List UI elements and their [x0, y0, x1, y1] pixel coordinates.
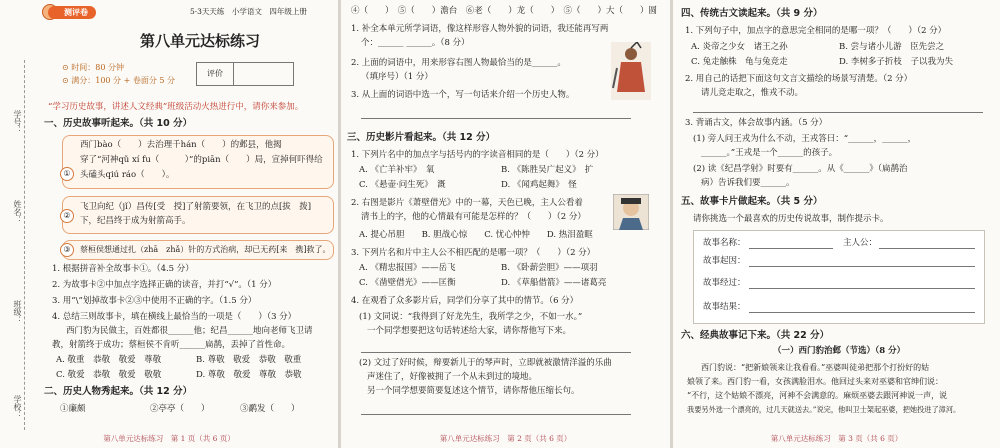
card-2-line: 飞卫向纪（jǐ）昌传[受 授]了射箭要领，在飞卫的点[拔 拨] [80, 202, 312, 212]
card-1-line: 西门bào（ ）去治理千hán（ ）的邺县，他揭 [80, 140, 282, 150]
field-story-name: 故事名称： [703, 238, 746, 248]
question-3: 3. 从上面的词语中选一个，写一句话来介绍一个历史人物。 [351, 90, 575, 100]
section-3-heading: 三、历史影片看起来。（共 12 分） [347, 132, 496, 143]
s3-q1-option-b[interactable]: B. 《陈胜吴广起义》 扩 [501, 165, 594, 175]
process-input[interactable] [749, 288, 975, 289]
page-1-footer: 第八单元达标练习 第 1 页（共 6 页） [103, 434, 235, 443]
s5-instruction: 请你挑选一个最喜欢的历史传说故事，制作提示卡。 [693, 214, 889, 224]
answer-line[interactable] [361, 118, 631, 119]
s3-q4-part-2: (2) 文过了好时候，辩要新儿于的琴声时，立即就被激情洋溢的乐曲 [359, 358, 612, 368]
reading-line: “不行，这个姑娘不漂亮，河神不会满意的。麻烦巫婆去跟河神说一声，说 [687, 391, 948, 400]
card-3-number: ③ [60, 243, 74, 257]
word-options[interactable]: ④（ ） ⑤（ ）澹台 ⑥老（ ）龙（ ） ⑤（ ）大（ ）圆 [351, 6, 658, 16]
s3-question-4: 4. 在观看了众多影片后，同学们分享了其中的情节。（6 分） [351, 296, 579, 306]
section-5-heading: 五、故事卡片做起来。（共 5 分） [681, 196, 823, 207]
s4-q3-part-1[interactable]: (1) 旁人问王戎为什么不动，王戎答曰：“______，______， [693, 134, 917, 144]
s3-q3-option-a[interactable]: A. 《精忠报国》——岳飞 [359, 263, 456, 273]
s4-q1-option-c[interactable]: C. 兔走触株 龟与兔竞走 [691, 57, 788, 67]
field-protagonist: 主人公： [843, 238, 878, 248]
section-6-heading: 六、经典故事记下来。（共 22 分） [681, 330, 830, 341]
question-2: 2. 上面的词语中，用来形容右图人物最恰当的是______。 [351, 58, 566, 68]
book-header: 5·3天天练 小学语文 四年级上册 [190, 7, 307, 16]
s4-question-1: 1. 下列句子中，加点字的意思完全相同的是哪一项？（ ）（2 分） [685, 26, 947, 36]
field-cause: 故事起因： [703, 256, 746, 266]
card-3-line: 蔡桓侯想通过扎（zhā zhǎ）针的方式治病，却已无药[来 携]救了。 [80, 245, 331, 254]
page-3 [673, 0, 1000, 448]
s3-question-3: 3. 下列片名和片中主人公不相匹配的是哪一项？（ ）（2 分） [351, 248, 596, 258]
page-2 [341, 0, 670, 448]
question-3: 3. 用“\”划掉故事卡②③中使用不正确的字。（1.5 分） [52, 296, 257, 306]
card-2-line: 下，纪昌终于成为射箭高手。 [80, 216, 191, 226]
test-badge: 测评卷 [48, 6, 96, 19]
option-d[interactable]: D. 尊敬 敬爱 尊敬 恭敬 [196, 370, 302, 380]
s3-q4-part-1: (1) 文同说：“我得到了好龙先生，我所学之少，不如一水。” [359, 312, 583, 322]
cause-input[interactable] [749, 266, 975, 267]
s4-q2-quote: 请儿竞走取之，惟戎不动。 [701, 88, 804, 98]
class-label: 班级： [13, 300, 22, 324]
s4-question-2: 2. 用自己的话把下面这句文言文描绘的场景写清楚。（2 分） [685, 74, 913, 84]
section-4-heading: 四、传统古文读起来。（共 9 分） [681, 8, 823, 19]
question-2-cont: （填序号）（1 分） [361, 72, 433, 82]
s3-q2-options[interactable]: A. 提心吊胆 B. 胆战心惊 C. 忧心忡忡 D. 热泪盈眶 [359, 230, 593, 240]
name-label: 姓名： [13, 200, 22, 224]
warrior-illustration [611, 42, 651, 100]
result-input[interactable] [749, 312, 975, 313]
person-2[interactable]: ②亭亭（ ） [150, 404, 210, 414]
s3-q1-option-d[interactable]: D. 《闻鸡起舞》 怪 [501, 180, 577, 190]
passage-line: 西门豹为民做主，百姓都很______他；纪昌______地向老师飞卫请 [66, 326, 313, 336]
reader-illustration [613, 194, 649, 230]
question-2: 2. 为故事卡②中加点字选择正确的读音，并打“√”。（1 分） [52, 280, 277, 290]
answer-line[interactable] [361, 414, 631, 415]
page-title: 第八单元达标练习 [140, 32, 261, 50]
field-process: 故事经过： [703, 278, 746, 288]
question-4: 4. 总结三则故事卡，填在横线上最恰当的一项是（ ）（3 分） [52, 312, 297, 322]
option-a[interactable]: A. 敬重 恭敬 敬爱 尊敬 [56, 355, 162, 365]
option-c[interactable]: C. 敬爱 恭敬 敬爱 敬敬 [56, 370, 162, 380]
s4-q1-option-d[interactable]: D. 李树多子折枝 子以我为失 [839, 57, 953, 67]
passage-line: 教，射箭终于成功；蔡桓侯不肯听______扁鹊，丢掉了首性命。 [52, 340, 291, 350]
question-1-cont[interactable]: 个：______ ______。（8 分） [361, 38, 470, 48]
s4-q3-part-2[interactable]: (2) 读《纪昌学射》时要有______。从《______》（扁鹊治 [693, 164, 908, 174]
question-1: 1. 补全本单元所学词语，像这样形容人物外貌的词语，我还能再写两 [351, 24, 609, 34]
section-1-heading: 一、历史故事听起来。（共 10 分） [44, 118, 193, 129]
story-name-input[interactable] [749, 248, 833, 249]
reading-line: 西门豹说：“把新娘领来让我看看。”巫婆叫徒弟把那个打扮好的姑 [701, 363, 930, 372]
s3-q4-part-1-task: 一个同学想要把这句话转述给大家，请你帮他写下来。 [367, 326, 572, 336]
s3-question-2-cont: 清书上的字，他的心情最有可能是怎样的？（ ）（2 分） [361, 212, 586, 222]
s3-q3-option-d[interactable]: D. 《草船借箭》——诸葛亮 [501, 278, 607, 288]
evaluation-label: 评价 [197, 63, 234, 85]
protagonist-input[interactable] [879, 248, 975, 249]
field-result: 故事结果： [703, 302, 746, 312]
school-label: 学校： [13, 395, 22, 419]
person-1: ①廉颇 [60, 404, 86, 414]
reading-line: 我要另外选一个漂亮的，过几天就送去。”说完，他叫卫士架起巫婆，把她投进了漳河。 [687, 405, 961, 414]
s3-q3-option-b[interactable]: B. 《卧薪尝胆》——项羽 [501, 263, 598, 273]
person-3[interactable]: ③鹬发（ ） [240, 404, 300, 414]
evaluation-box[interactable] [196, 62, 294, 86]
page-2-footer: 第八单元达标练习 第 2 页（共 6 页） [439, 434, 572, 443]
s4-q1-option-b[interactable]: B. 尝与诸小儿游 臣先尝之 [839, 42, 945, 52]
card-1-line: 头磕头qiú ráo（ ）。 [80, 170, 175, 180]
section-2-heading: 二、历史人物秀起来。（共 12 分） [44, 386, 193, 397]
s3-question-1: 1. 下列片名中的加点字与括号内的字读音相同的是（ ）（2 分） [351, 150, 604, 160]
card-1-line: 穿了“河神qǔ xí fu（ ）”的piān（ ）局，宣掉何吓得给 [80, 155, 323, 165]
s3-q1-option-c[interactable]: C. 《悬壶·问生死》 溉 [359, 180, 446, 190]
s4-q3-part-1-cont[interactable]: ______。”王戎是一个______的孩子。 [701, 148, 838, 158]
s4-q1-option-a[interactable]: A. 炎帝之少女 诸王之孙 [691, 42, 788, 52]
page-1 [0, 0, 338, 448]
answer-line[interactable] [361, 352, 631, 353]
s3-q3-option-c[interactable]: C. 《凿壁借光》——匡衡 [359, 278, 456, 288]
option-b[interactable]: B. 尊敬 敬爱 恭敬 敬重 [196, 355, 302, 365]
s4-question-3: 3. 背诵古文，体会故事内涵。（5 分） [685, 118, 828, 128]
card-1-number: ① [60, 167, 74, 181]
s4-q3-part-2-cont[interactable]: 病）告诉我们要______。 [701, 178, 795, 188]
student-number-label: 学号： [13, 110, 22, 134]
s3-q1-option-a[interactable]: A. 《亡羊补牢》 氧 [359, 165, 435, 175]
reading-title: （一）西门豹治邺（节选）（8 分） [773, 346, 906, 356]
question-1: 1. 根据拼音补全故事卡①。（4.5 分） [52, 264, 194, 274]
score-info: ⊙ 满分：100 分 + 卷面分 5 分 [62, 76, 176, 85]
time-info: ⊙ 时间：80 分钟 [62, 63, 124, 72]
answer-line[interactable] [693, 112, 983, 113]
s3-q4-part-2-task: 另一个同学想要简要复述这个情节，请你帮他压缩长句。 [367, 386, 580, 396]
intro-text: “学习历史故事，讲述人文经典”班级活动火热进行中，请你来参加。 [48, 102, 304, 112]
page-3-footer: 第八单元达标练习 第 3 页（共 6 页） [770, 434, 903, 443]
s3-q4-part-2-cont: 声迷住了，好像被拥了一个从未到过的境地。 [367, 372, 538, 382]
binding-margin [0, 0, 42, 448]
card-2-number: ② [60, 209, 74, 223]
s3-question-2: 2. 右图是影片《萧壁借光》中的一幕，天色已晚，主人公看着 [351, 198, 583, 208]
reading-line: 娘领了来。西门豹一看，女孩满脸泪水。他回过头来对巫婆和官绅们说： [687, 377, 943, 386]
cut-line [24, 60, 25, 430]
